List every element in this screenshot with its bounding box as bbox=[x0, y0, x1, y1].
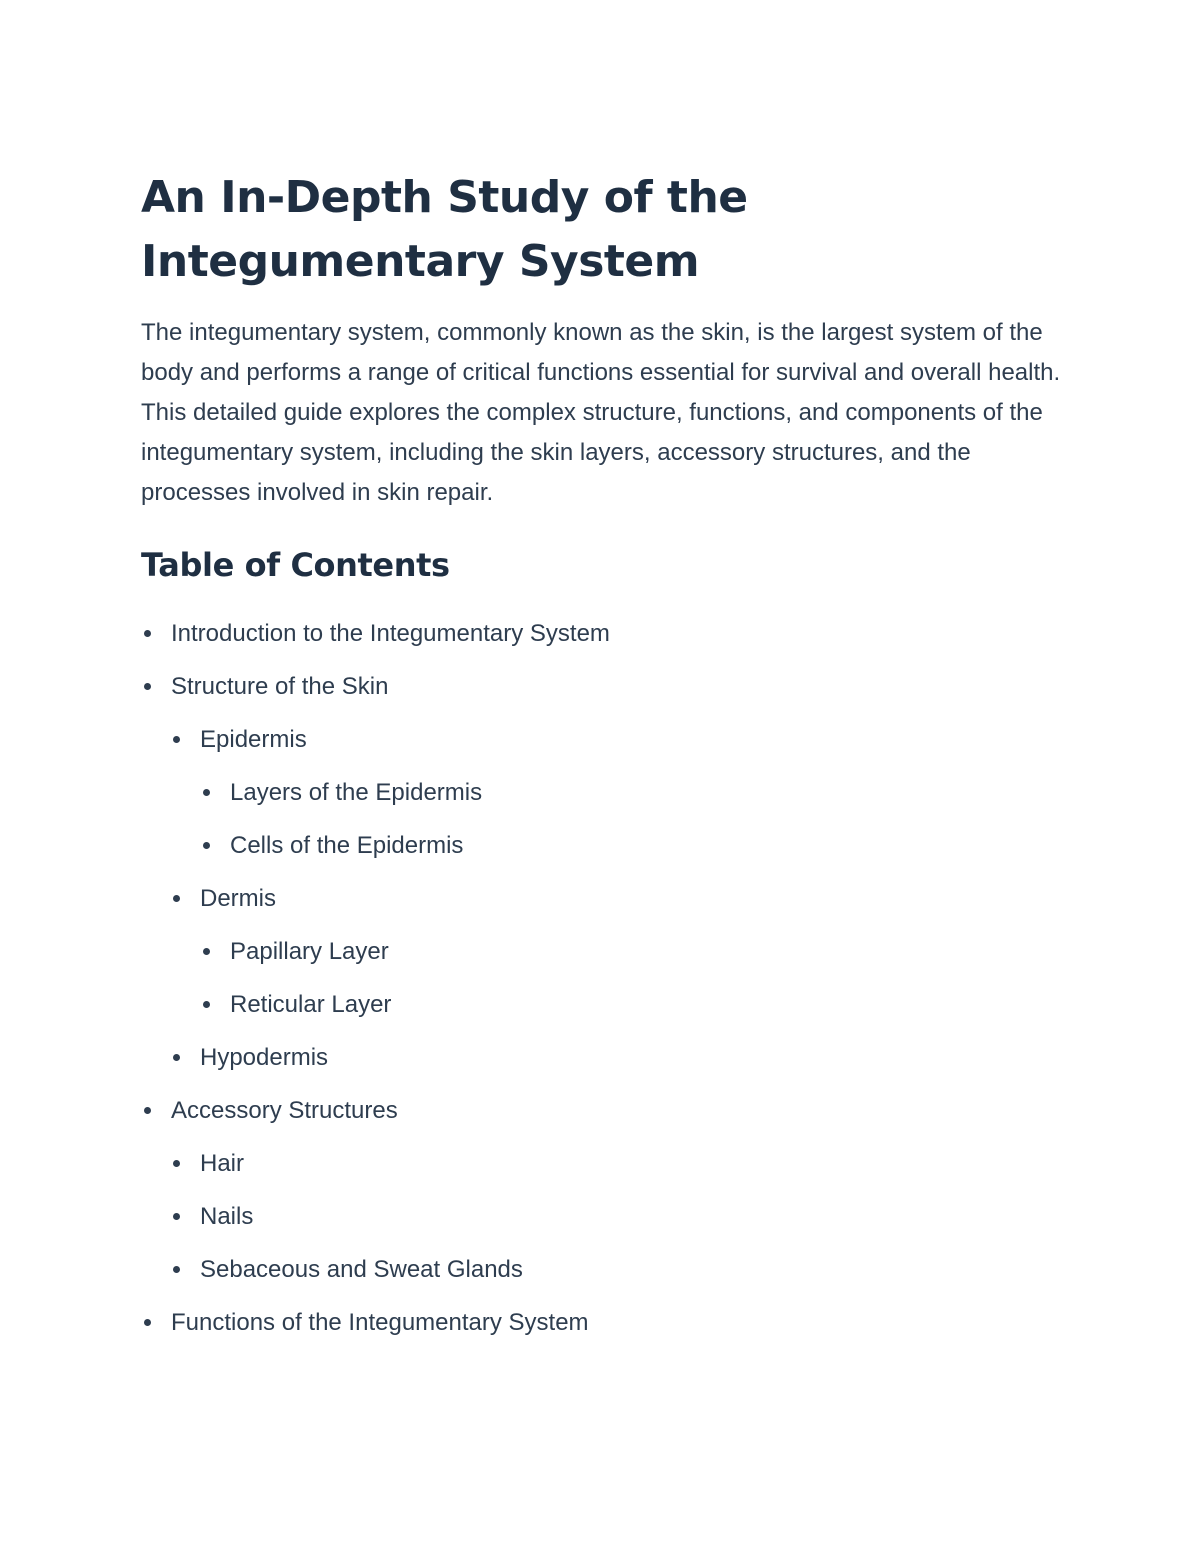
bullet-icon bbox=[173, 1160, 180, 1167]
bullet-icon bbox=[173, 1054, 180, 1061]
bullet-icon bbox=[144, 630, 151, 637]
bullet-icon bbox=[173, 1213, 180, 1220]
toc-item[interactable] bbox=[141, 819, 1061, 872]
bullet-icon bbox=[144, 1107, 151, 1114]
toc-item-label: Epidermis bbox=[200, 726, 307, 753]
toc-item[interactable] bbox=[141, 978, 1061, 1031]
toc-item[interactable] bbox=[141, 1190, 1061, 1243]
toc-item-label: Accessory Structures bbox=[171, 1097, 398, 1124]
toc-item[interactable] bbox=[141, 872, 1061, 925]
toc-item-label: Hypodermis bbox=[200, 1044, 329, 1071]
toc-item-label: Cells of the Epidermis bbox=[230, 832, 464, 859]
bullet-icon bbox=[203, 789, 210, 796]
bullet-icon bbox=[203, 842, 210, 849]
toc-item[interactable] bbox=[141, 1137, 1061, 1190]
toc-item-label: Papillary Layer bbox=[230, 938, 389, 965]
toc-item[interactable] bbox=[141, 1084, 1061, 1137]
toc-item-label: Sebaceous and Sweat Glands bbox=[200, 1256, 523, 1283]
toc-item-label: Structure of the Skin bbox=[171, 673, 389, 700]
document-title: An In-Depth Study of the Integumentary System bbox=[141, 172, 748, 287]
intro-paragraph: The integumentary system, commonly known as the skin, is the largest system of the body and performs a range of critical functions essential for survival and overall health. This detailed guide explores the complex structure, functions, and components of the integumentary system, including the skin layers, accessory structures, and the processes involved in skin repair. bbox=[141, 319, 1061, 506]
toc-item[interactable] bbox=[141, 1243, 1061, 1296]
toc-item[interactable] bbox=[141, 1031, 1061, 1084]
toc-heading: Table of Contents bbox=[141, 546, 450, 584]
toc-item-label: Layers of the Epidermis bbox=[230, 779, 483, 806]
bullet-icon bbox=[173, 736, 180, 743]
toc-item-label: Reticular Layer bbox=[230, 991, 392, 1018]
toc-item-label: Dermis bbox=[200, 885, 276, 912]
bullet-icon bbox=[173, 1266, 180, 1273]
bullet-icon bbox=[173, 895, 180, 902]
bullet-icon bbox=[203, 948, 210, 955]
toc-item[interactable] bbox=[141, 607, 1061, 660]
toc-item[interactable] bbox=[141, 766, 1061, 819]
toc-item[interactable] bbox=[141, 660, 1061, 713]
document-page bbox=[141, 166, 1061, 1349]
toc-item-label: Hair bbox=[200, 1150, 245, 1177]
toc-item-label: Functions of the Integumentary System bbox=[171, 1309, 589, 1336]
toc-item[interactable] bbox=[141, 925, 1061, 978]
toc-item[interactable] bbox=[141, 713, 1061, 766]
bullet-icon bbox=[144, 1319, 151, 1326]
table-of-contents bbox=[141, 607, 1061, 1349]
bullet-icon bbox=[144, 683, 151, 690]
toc-item-label: Introduction to the Integumentary System bbox=[171, 620, 610, 647]
bullet-icon bbox=[203, 1001, 210, 1008]
toc-item[interactable] bbox=[141, 1296, 1061, 1349]
toc-item-label: Nails bbox=[200, 1203, 254, 1230]
